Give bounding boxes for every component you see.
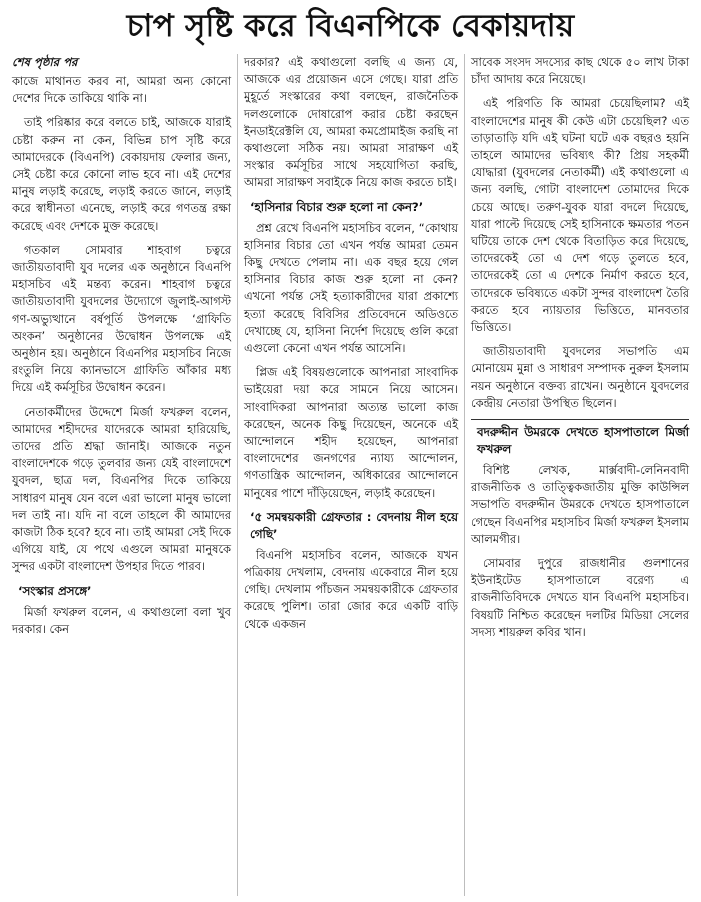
column-1 — [10, 54, 237, 896]
column-3 — [464, 54, 691, 896]
article-paragraph: বিশিষ্ট লেখক, মার্ক্সবাদী-লেনিনবাদী রাজনীতিক ও তাত্ত্বিকজাতীয় মুক্তি কাউন্সিল সভাপতি বদরুদ্দীন উমরকে দেখতে হাসপাতালে গেছেন বিএনপির মহাসচিব মির্জা ফখরুল ইসলাম আলমগীর। — [471, 463, 689, 546]
article-body — [10, 54, 691, 896]
article-headline: চাপ সৃষ্টি করে বিএনপিকে বেকায়দায় — [126, 8, 575, 44]
article-paragraph: সাবেক সংসদ সদস্যের কাছ থেকে ৫০ লাখ টাকা চাঁদা আদায় করে নিয়েছে। — [471, 55, 689, 87]
article-paragraph: গতকাল সোমবার শাহবাগ চত্বরে জাতীয়তাবাদী যুব দলের এক অনুষ্ঠানে বিএনপি মহাসচিব এই মন্তব্য করেন। শাহবাগ চত্বরে জাতীয়তাবাদী যুবদলের উদ্যোগে জুলাই-আগস্ট গণ-অভ্যুত্থানে বর্ষপূর্তি উপলক্ষে ‘গ্রাফিতি অংকন’ অনুষ্ঠানের উদ্বোধন উপলক্ষে এই অনুষ্ঠান হয়। অনুষ্ঠানে বিএনপির মহাসচিব নিজে রংতুলি নিয়ে ক্যানভাসে গ্রাফিতি আঁকার মধ্য দিয়ে এই কর্মসূচির উদ্বোধন করেন। — [12, 242, 231, 395]
article-paragraph: কাজে মাথানত করব না, আমরা অন্য কোনো দেশের দিকে তাকিয়ে থাকি না। — [12, 74, 231, 106]
section-subheading: ‘হাসিনার বিচার শুরু হলো না কেন?’ — [250, 199, 424, 214]
article-paragraph: প্লিজ এই বিষয়গুলোকে আপনারা সাংবাদিক ভাইয়েরা দয়া করে সামনে নিয়ে আসেন। সাংবাদিকরা আপনারা অত্যন্ত ভালো কাজ করেছেন, অনেক কিছু দিয়েছেন, অনেকে এই আন্দোলনে শহীদ হয়েছেন, আপনারা বাংলাদেশের জনগণের ন্যায্য আন্দোলন, গণতান্ত্রিক আন্দোলন, অধিকারের আন্দোলনে মানুষের পাশে দাঁড়িয়েছেন, লড়াই করেছেন। — [244, 365, 458, 500]
article-paragraph: তাই পরিষ্কার করে বলতে চাই, আজকে যারাই চেষ্টা করুন না কেন, বিভিন্ন চাপ সৃষ্টি করে আমাদেরকে (বিএনপি) বেকায়দায় ফেলার জন্য, সেই চেষ্টা করে কোনো লাভ হবে না। এই দেশের মানুষ লড়াই করেছে, লড়াই করতে জানে, লড়াই করে স্বাধীনতা এনেছে, লড়াই করে গণতন্ত্র রক্ষা করেছে এবং দেশকে মুক্ত করেছে। — [12, 115, 231, 233]
article-paragraph: সোমবার দুপুরে রাজধানীর গুলশানের ইউনাইটেড হাসপাতালে বরেণ্য এ রাজনীতিবিদকে দেখতে যান বিএনপি মহাসচিব। বিষয়টি নিশ্চিত করেছেন দলটির মিডিয়া সেলের সদস্য শায়রুল কবির খান। — [471, 556, 689, 639]
article-paragraph: বিএনপি মহাসচিব বলেন, আজকে যখন পত্রিকায় দেখলাম, বেদনায় একেবারে নীল হয়ে গেছি। দেখলাম পাঁচজন সমন্বয়কারীকে গ্রেফতার করেছে পুলিশ। তারা জোর করে একটি বাড়ি থেকে একজন — [244, 547, 458, 631]
section-subheading: ‘৫ সমন্বয়কারী গ্রেফতার : বেদনায় নীল হয়ে গেছি’ — [250, 509, 458, 541]
article-paragraph: দরকার? এই কথাগুলো বলছি এ জন্য যে, আজকে এর প্রয়োজন এসে গেছে। যারা প্রতি মুহূর্তে সংস্কারের কথা বলছেন, রাজনৈতিক দলগুলোকে দোষারোপ করার চেষ্টা করছেন ইনডাইরেক্টলি যে, আমরা কমপ্রোমাইজ করছি না কথাগুলো সঠিক নয়। আমরা সারাক্ষণ এই সংস্কার কর্মসূচির সাথে সহযোগিতা করছি, আমরা সারাক্ষণ সবাইকে নিয়ে কাজ করতে চাই। — [244, 55, 458, 190]
section-subheading: বদরুদ্দীন উমরকে দেখতে হাসপাতালে মির্জা ফখরুল — [471, 419, 689, 458]
section-subheading: ‘সংস্কার প্রসঙ্গে’ — [18, 583, 92, 598]
article-paragraph: এই পরিণতি কি আমরা চেয়েছিলাম? এই বাংলাদেশের মানুষ কী কেউ এটা চেয়েছিল? এত তাড়াতাড়ি যদি এই ঘটনা ঘটে এক বছরও হয়নি তাহলে আমাদের ভবিষ্যৎ কী? প্রিয় সহকর্মী যোদ্ধারা (যুবদলের নেতাকর্মী) এই কথাগুলো এ জন্য বলছি, গোটা বাংলাদেশ তোমাদের দিকে চেয়ে আছে। তরুণ-যুবক যারা বদলে দিয়েছে, যারা পাল্টে দিয়েছে সেই হাসিনাকে ক্ষমতার পতন ঘটিয়ে তাকে দেশ থেকে বিতাড়িত করে দিয়েছে, তাদেরকেই তো এ দেশ গড়ে তুলতে হবে, তাদেরকেই তো এ দেশকে নির্মাণ করতে হবে, তাদেরকে ভবিষ্যতে একটা সুন্দর বাংলাদেশ তৈরি করতে হবে ন্যায়তার ভিত্তিতে, মানবতার ভিত্তিতে। — [471, 96, 689, 335]
article-paragraph: মির্জা ফখরুল বলেন, এ কথাগুলো বলা খুব দরকার। কেন — [12, 604, 231, 636]
article-paragraph: প্রশ্ন রেখে বিএনপি মহাসচিব বলেন, “কোথায় হাসিনার বিচার তো এখন পর্যন্ত আমরা তেমন কিছু দেখতে পেলাম না। এক বছর হয়ে গেল হাসিনার বিচার কাজ শুরু হলো না কেন? এখনো পর্যন্ত সেই হত্যাকারীদের যারা প্রকাশ্যে হত্যা করেছে বিবিসির প্রতিবেদনে অডিওতে দেখাচ্ছে যে, হাসিনা নির্দেশ দিয়েছে গুলি করো এগুলো কেনো এখন পর্যন্ত আসেনি। — [244, 220, 458, 356]
article-paragraph: নেতাকর্মীদের উদ্দেশে মির্জা ফখরুল বলেন, আমাদের শহীদদের যাদেরকে আমরা হারিয়েছি, তাদের প্রতি শ্রদ্ধা জানাই। আজকে নতুন বাংলাদেশকে গড়ে তুলবার জন্য যেই বাংলাদেশে যুবদল, ছাত্র দল, বিএনপির দিকে তাকিয়ে সাধারণ মানুষ যেন বলে এরা ভালো মানুষ ভালো দল তাই না। যদি না বলে তাহলে কী আমাদের কাজটা ঠিক হবে? হবে না। তাই আমরা সেই দিকে এগিয়ে যাই, যে পথে এগুলে আমরা মানুষকে সুন্দর একটা বাংলাদেশ উপহার দিতে পারব। — [12, 404, 231, 574]
column-2 — [237, 54, 464, 896]
article-paragraph: জাতীয়তাবাদী যুবদলের সভাপতি এম মোনায়েম মুন্না ও সাধারণ সম্পাদক নুরুল ইসলাম নয়ন অনুষ্ঠানে বক্তব্য রাখেন। অনুষ্ঠানে যুবদলের কেন্দ্রীয় নেতারা উপস্থিত ছিলেন। — [471, 344, 689, 410]
continued-label: শেষ পৃষ্ঠার পর — [12, 55, 78, 69]
